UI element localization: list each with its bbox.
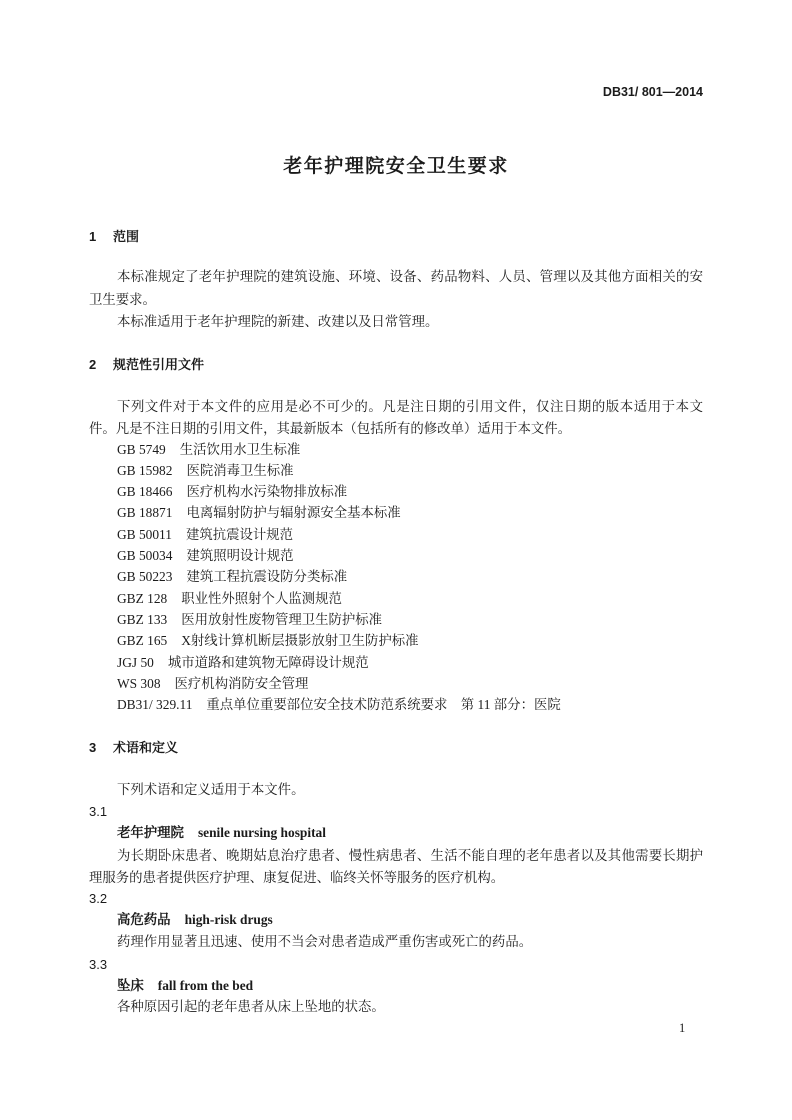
reference-code: GB 50011 (117, 527, 172, 542)
reference-item (117, 442, 300, 458)
section-number: 1 (89, 229, 97, 244)
term-number: 3.2 (89, 891, 108, 906)
term-chinese: 老年护理院 (117, 825, 184, 840)
reference-title: 医疗机构水污染物排放标准 (186, 484, 348, 499)
section-number: 2 (89, 357, 97, 372)
reference-title: 医院消毒卫生标准 (186, 463, 294, 478)
reference-title: 医疗机构消防安全管理 (174, 676, 309, 691)
term-english: fall from the bed (157, 978, 254, 993)
reference-code: DB31/ 329.11 (117, 697, 193, 712)
reference-code: GBZ 165 (117, 633, 168, 648)
reference-title: 建筑工程抗震设防分类标准 (186, 569, 348, 584)
reference-code: GBZ 133 (117, 612, 168, 627)
term-entry (117, 825, 326, 841)
reference-title: 电离辐射防护与辐射源安全基本标准 (186, 505, 401, 520)
reference-code: GB 50223 (117, 569, 173, 584)
reference-item (117, 463, 294, 479)
section-heading-terms (89, 740, 178, 756)
reference-code: JGJ 50 (117, 655, 154, 670)
section-heading-scope (89, 229, 139, 245)
reference-title: 建筑照明设计规范 (186, 548, 294, 563)
definition-line: 药理作用显著且迅速、使用不当会对患者造成严重伤害或死亡的药品。 (117, 934, 533, 949)
reference-title: 医用放射性废物管理卫生防护标准 (181, 612, 383, 627)
paragraph-line: 卫生要求。 (89, 292, 156, 307)
reference-item (117, 527, 293, 543)
term-chinese: 坠床 (117, 978, 144, 993)
term-number: 3.3 (89, 957, 108, 972)
reference-code: GB 5749 (117, 442, 166, 457)
reference-item (117, 569, 347, 585)
term-entry (117, 978, 253, 994)
definition-line: 各种原因引起的老年患者从床上坠地的状态。 (117, 999, 385, 1014)
reference-item (117, 548, 294, 564)
reference-item (117, 484, 347, 500)
reference-item (117, 505, 401, 521)
paragraph-line: 下列术语和定义适用于本文件。 (117, 782, 305, 797)
term-english: senile nursing hospital (197, 825, 326, 840)
reference-title: 建筑抗震设计规范 (185, 527, 294, 542)
definition-line: 为长期卧床患者、晚期姑息治疗患者、慢性病患者、生活不能自理的老年患者以及其他需要长期护 (117, 848, 703, 863)
paragraph-line: 件。凡是不注日期的引用文件，其最新版本（包括所有的修改单）适用于本文件。 (89, 421, 572, 436)
document-number: DB31/ 801—2014 (602, 85, 703, 99)
reference-code: GBZ 128 (117, 591, 168, 606)
definition-line: 理服务的患者提供医疗护理、康复促进、临终关怀等服务的医疗机构。 (89, 870, 505, 885)
reference-title: 城市道路和建筑物无障碍设计规范 (167, 655, 369, 670)
reference-title: X射线计算机断层摄影放射卫生防护标准 (181, 633, 419, 648)
reference-code: GB 18871 (117, 505, 173, 520)
section-title: 范围 (113, 229, 140, 244)
reference-title: 重点单位重要部位安全技术防范系统要求 第 11 部分：医院 (206, 697, 561, 712)
document-title: 老年护理院安全卫生要求 (283, 156, 509, 177)
term-chinese: 高危药品 (117, 912, 171, 927)
section-number: 3 (89, 740, 97, 755)
reference-code: GB 50034 (117, 548, 173, 563)
reference-title: 生活饮用水卫生标准 (179, 442, 301, 457)
page-number: 1 (679, 1021, 686, 1035)
reference-item (117, 655, 369, 671)
section-title: 术语和定义 (113, 740, 179, 755)
reference-code: WS 308 (117, 676, 161, 691)
reference-code: GB 18466 (117, 484, 173, 499)
paragraph-line: 下列文件对于本文件的应用是必不可少的。凡是注日期的引用文件，仅注日期的版本适用于本文 (117, 399, 703, 414)
paragraph-line: 本标准规定了老年护理院的建筑设施、环境、设备、药品物料、人员、管理以及其他方面相关的安 (117, 269, 703, 284)
section-heading-normative-references (89, 357, 204, 373)
reference-code: GB 15982 (117, 463, 173, 478)
reference-title: 职业性外照射个人监测规范 (181, 591, 342, 606)
term-english: high-risk drugs (184, 912, 273, 927)
section-title: 规范性引用文件 (113, 357, 205, 372)
reference-item (117, 633, 419, 649)
reference-item (117, 676, 308, 692)
paragraph-line: 本标准适用于老年护理院的新建、改建以及日常管理。 (117, 314, 439, 329)
reference-item (117, 697, 561, 713)
reference-item (117, 612, 382, 628)
term-entry (117, 912, 273, 928)
term-number: 3.1 (89, 804, 108, 819)
reference-item (117, 591, 342, 607)
